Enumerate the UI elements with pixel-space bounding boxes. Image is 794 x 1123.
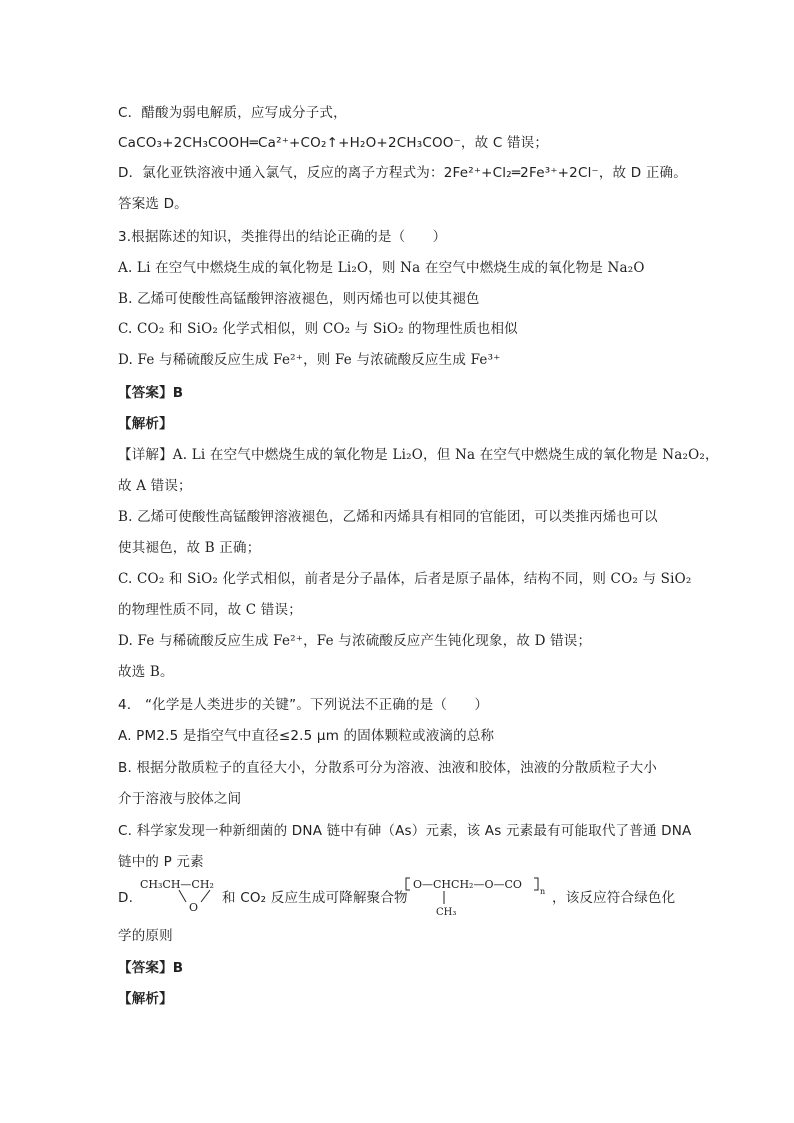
question-3-detail-a-cont: 故 A 错误； [118,478,192,494]
polymer-branch-text: CH₃ [436,907,457,918]
question-3-analysis-header: 【解析】 [118,416,173,432]
text-line-answer-d: 答案选 D。 [118,196,188,212]
question-4-option-d-cont: 学的原则 [118,928,173,944]
question-3-detail-b: B. 乙烯可使酸性高锰酸钾溶液褪色，乙烯和丙烯具有相同的官能团，可以类推丙烯也可以 [118,509,658,525]
question-4-option-d-end: ，该反应符合绿色化 [552,890,676,906]
epoxide-structure [138,876,228,916]
epoxide-oxygen-text: O [189,901,199,914]
question-4-option-d-label: D. [118,890,134,906]
question-4-stem: 4. “化学是人类进步的关键”。下列说法不正确的是（ ） [118,697,489,713]
question-3-conclusion: 故选 B。 [118,664,174,680]
polymer-structure [404,874,552,918]
question-3-option-d: D. Fe 与稀硫酸反应生成 Fe²⁺，则 Fe 与浓硫酸反应生成 Fe³⁺ [118,352,501,368]
question-4-option-b-cont: 介于溶液与胶体之间 [118,791,242,807]
text-line-d-ferrous: D．氯化亚铁溶液中通入氯气，反应的离子方程式为：2Fe²⁺+Cl₂═2Fe³⁺+2Cl⁻，故 D 正确。 [118,165,687,181]
question-3-detail-c: C. CO₂ 和 SiO₂ 化学式相似，前者是分子晶体，后者是原子晶体，结构不同，则 CO₂ 与 SiO₂ [118,571,692,587]
question-3-detail-c-cont: 的物理性质不同，故 C 错误； [118,602,302,618]
question-3-answer: 【答案】B [118,385,184,401]
question-4-analysis-header: 【解析】 [118,991,173,1007]
question-3-detail-d: D. Fe 与稀硫酸反应生成 Fe²⁺，Fe 与浓硫酸反应产生钝化现象，故 D 错误； [118,633,592,649]
question-3-option-c: C. CO₂ 和 SiO₂ 化学式相似，则 CO₂ 与 SiO₂ 的物理性质也相似 [118,321,518,337]
question-3-option-b: B. 乙烯可使酸性高锰酸钾溶液褪色，则丙烯也可以使其褪色 [118,291,480,307]
question-3-detail-b-cont: 使其褪色，故 B 正确； [118,540,261,556]
polymer-subscript: n [540,887,546,896]
text-line-c-equation: CaCO₃+2CH₃COOH═Ca²⁺+CO₂↑+H₂O+2CH₃COO⁻，故 C 错误； [118,135,549,151]
question-4-option-c: C. 科学家发现一种新细菌的 DNA 链中有砷（As）元素，该 As 元素最有可能取代了普通 DNA [118,823,692,839]
question-4-option-a: A. PM2.5 是指空气中直径≤2.5 μm 的固体颗粒或液滴的总称 [118,728,495,744]
polymer-main-text: O—CHCH₂—O—CO [413,878,522,891]
epoxide-top-text: CH₃CH—CH₂ [140,878,214,891]
question-4-option-d-middle: 和 CO₂ 反应生成可降解聚合物 [222,890,408,906]
question-4-option-b: B. 根据分散质粒子的直径大小，分散系可分为溶液、浊液和胶体，浊液的分散质粒子大小 [118,760,658,776]
question-3-detail-a: 【详解】A. Li 在空气中燃烧生成的氧化物是 Li₂O，但 Na 在空气中燃烧生成的氧化物是 Na₂O₂， [118,447,719,463]
question-4-answer: 【答案】B [118,960,184,976]
question-4-option-c-cont: 链中的 P 元素 [118,854,204,870]
text-line-c-acetic: C．醋酸为弱电解质，应写成分子式， [118,105,347,121]
question-3-stem: 3.根据陈述的知识，类推得出的结论正确的是（ ） [118,229,447,245]
question-3-option-a: A. Li 在空气中燃烧生成的氧化物是 Li₂O，则 Na 在空气中燃烧生成的氧化物是 Na₂O [118,260,645,276]
